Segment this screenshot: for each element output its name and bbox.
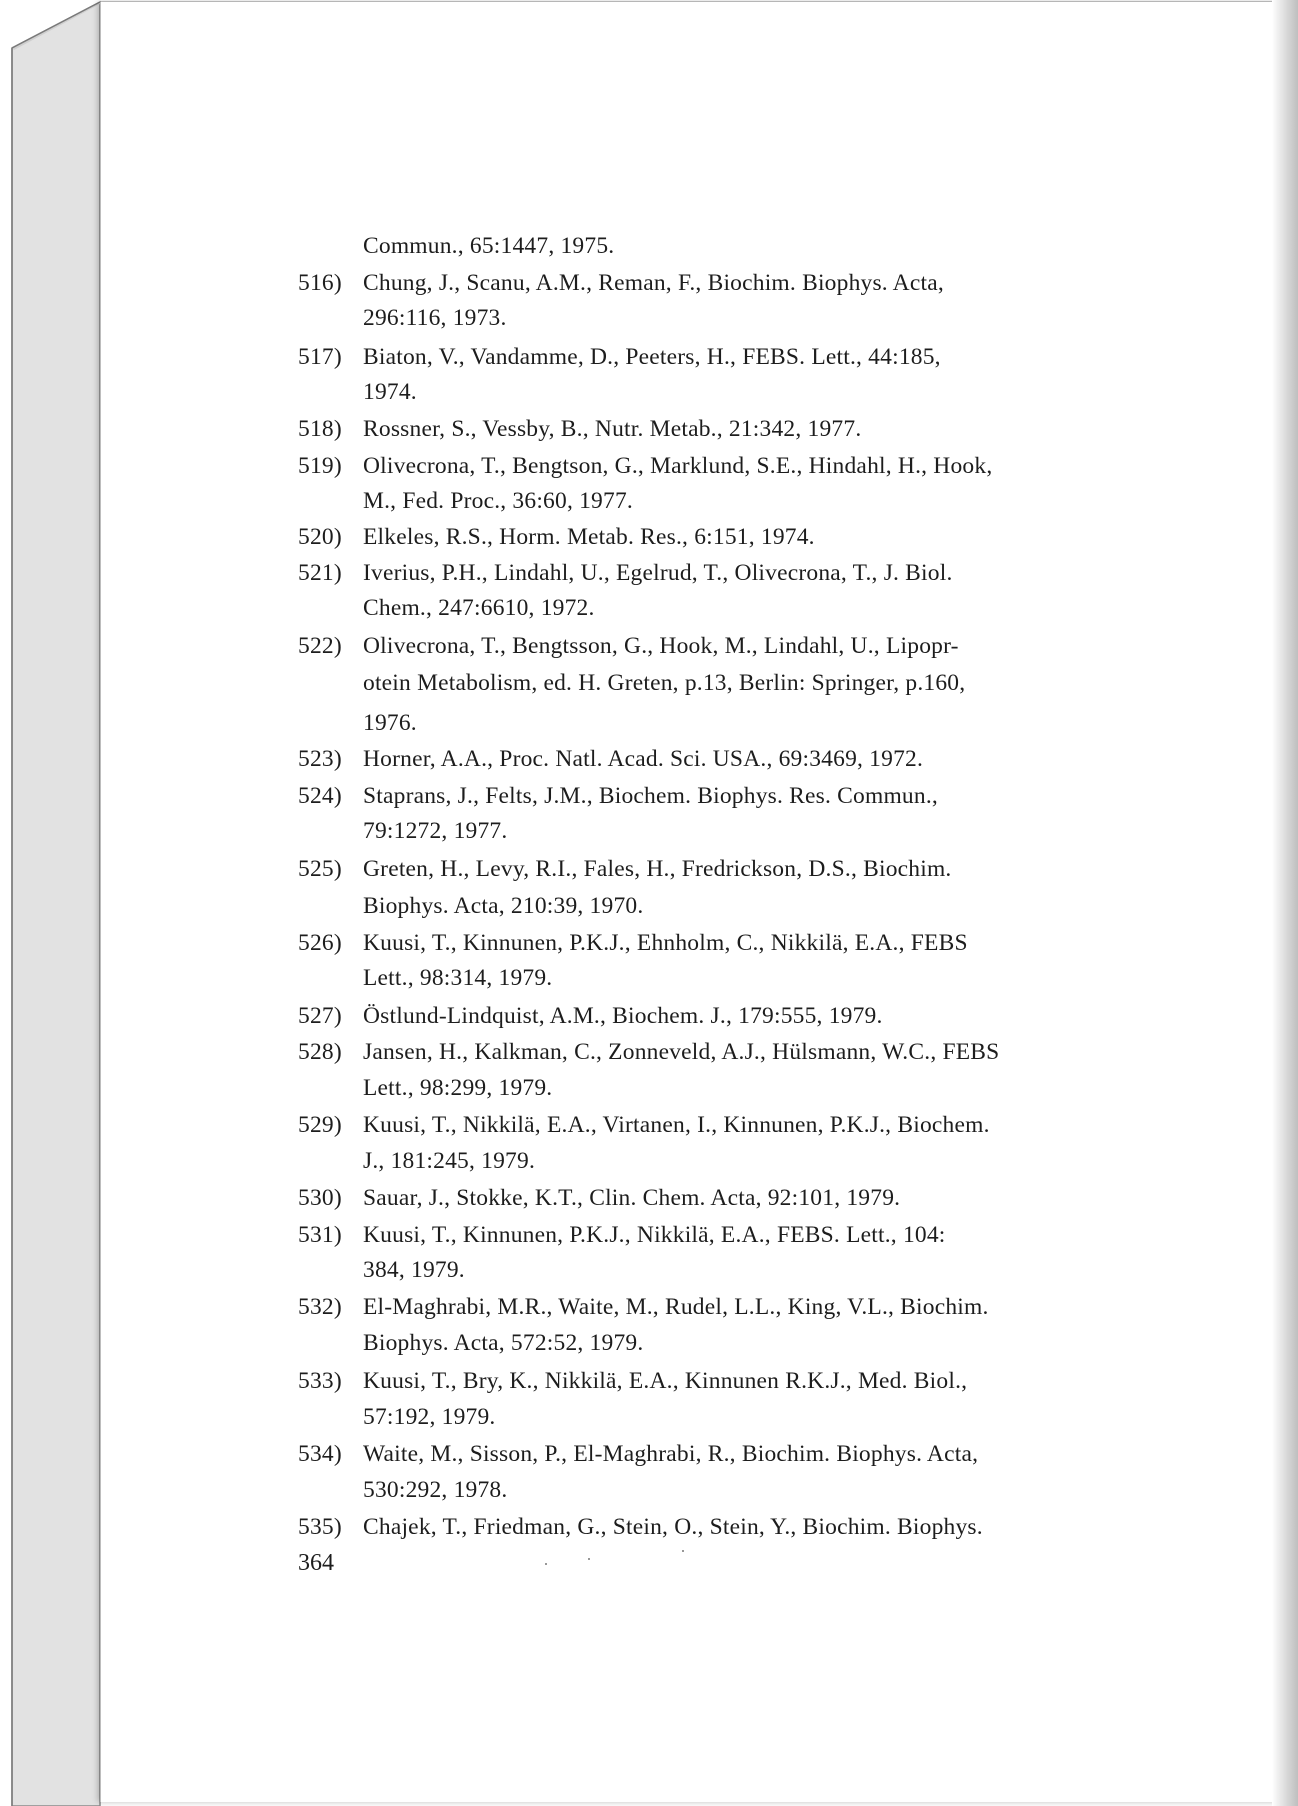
reference-number: 526) <box>298 930 342 956</box>
reference-line: Chem., 247:6610, 1972. <box>363 595 595 621</box>
reference-number: 531) <box>298 1222 342 1248</box>
reference-line: Olivecrona, T., Bengtsson, G., Hook, M., Lindahl, U., Lipopr- <box>363 633 959 659</box>
page-number: 364 <box>298 1550 334 1576</box>
reference-number: 534) <box>298 1441 342 1467</box>
reference-line: Kuusi, T., Kinnunen, P.K.J., Ehnholm, C., Nikkilä, E.A., FEBS <box>363 930 968 956</box>
reference-number: 521) <box>298 560 342 586</box>
reference-number: 516) <box>298 270 342 296</box>
reference-line: otein Metabolism, ed. H. Greten, p.13, Berlin: Springer, p.160, <box>363 670 966 696</box>
reference-number: 524) <box>298 783 342 809</box>
reference-line: Rossner, S., Vessby, B., Nutr. Metab., 21:342, 1977. <box>363 416 862 442</box>
reference-line: Horner, A.A., Proc. Natl. Acad. Sci. USA., 69:3469, 1972. <box>363 746 924 772</box>
reference-line: Chajek, T., Friedman, G., Stein, O., Stein, Y., Biochim. Biophys. <box>363 1514 983 1540</box>
reference-number: 522) <box>298 633 342 659</box>
reference-number: 532) <box>298 1294 342 1320</box>
reference-line: Olivecrona, T., Bengtson, G., Marklund, S.E., Hindahl, H., Hook, <box>363 453 993 479</box>
reference-number: 535) <box>298 1514 342 1540</box>
reference-number: 529) <box>298 1112 342 1138</box>
reference-number: 527) <box>298 1003 342 1029</box>
reference-line: Lett., 98:299, 1979. <box>363 1075 553 1101</box>
reference-line: 296:116, 1973. <box>363 305 507 331</box>
reference-line: Kuusi, T., Nikkilä, E.A., Virtanen, I., Kinnunen, P.K.J., Biochem. <box>363 1112 990 1138</box>
reference-number: 519) <box>298 453 342 479</box>
reference-line: Biophys. Acta, 572:52, 1979. <box>363 1330 644 1356</box>
reference-line: Greten, H., Levy, R.I., Fales, H., Fredrickson, D.S., Biochim. <box>363 856 952 882</box>
reference-number: 517) <box>298 344 342 370</box>
reference-line: 57:192, 1979. <box>363 1404 496 1430</box>
reference-line: Elkeles, R.S., Horm. Metab. Res., 6:151, 1974. <box>363 524 815 550</box>
reference-line: Waite, M., Sisson, P., El-Maghrabi, R., Biochim. Biophys. Acta, <box>363 1441 979 1467</box>
reference-line: Jansen, H., Kalkman, C., Zonneveld, A.J., Hülsmann, W.C., FEBS <box>363 1039 1000 1065</box>
reference-line: 530:292, 1978. <box>363 1477 508 1503</box>
reference-line: Commun., 65:1447, 1975. <box>363 233 615 259</box>
reference-line: Biophys. Acta, 210:39, 1970. <box>363 893 644 919</box>
reference-line: 79:1272, 1977. <box>363 818 508 844</box>
reference-line: Sauar, J., Stokke, K.T., Clin. Chem. Acta, 92:101, 1979. <box>363 1185 901 1211</box>
reference-line: 1974. <box>363 379 417 405</box>
reference-number: 523) <box>298 746 342 772</box>
reference-line: Kuusi, T., Kinnunen, P.K.J., Nikkilä, E.A., FEBS. Lett., 104: <box>363 1222 946 1248</box>
reference-number: 533) <box>298 1368 342 1394</box>
reference-line: Chung, J., Scanu, A.M., Reman, F., Biochim. Biophys. Acta, <box>363 270 944 296</box>
reference-line: Östlund-Lindquist, A.M., Biochem. J., 179:555, 1979. <box>363 1003 883 1029</box>
scan-speck <box>588 1558 590 1560</box>
reference-line: Kuusi, T., Bry, K., Nikkilä, E.A., Kinnunen R.K.J., Med. Biol., <box>363 1368 968 1394</box>
scan-speck <box>545 1563 547 1565</box>
reference-number: 528) <box>298 1039 342 1065</box>
reference-number: 520) <box>298 524 342 550</box>
reference-number: 530) <box>298 1185 342 1211</box>
reference-line: Biaton, V., Vandamme, D., Peeters, H., FEBS. Lett., 44:185, <box>363 344 941 370</box>
reference-number: 525) <box>298 856 342 882</box>
reference-line: 384, 1979. <box>363 1257 465 1283</box>
reference-line: Staprans, J., Felts, J.M., Biochem. Biophys. Res. Commun., <box>363 783 938 809</box>
reference-line: J., 181:245, 1979. <box>363 1148 536 1174</box>
reference-line: Iverius, P.H., Lindahl, U., Egelrud, T., Olivecrona, T., J. Biol. <box>363 560 953 586</box>
reference-line: 1976. <box>363 710 417 736</box>
scan-speck <box>682 1550 684 1552</box>
reference-line: El-Maghrabi, M.R., Waite, M., Rudel, L.L., King, V.L., Biochim. <box>363 1294 989 1320</box>
reference-line: M., Fed. Proc., 36:60, 1977. <box>363 488 633 514</box>
reference-continuation <box>363 233 614 260</box>
reference-line: Lett., 98:314, 1979. <box>363 965 553 991</box>
reference-number: 518) <box>298 416 342 442</box>
